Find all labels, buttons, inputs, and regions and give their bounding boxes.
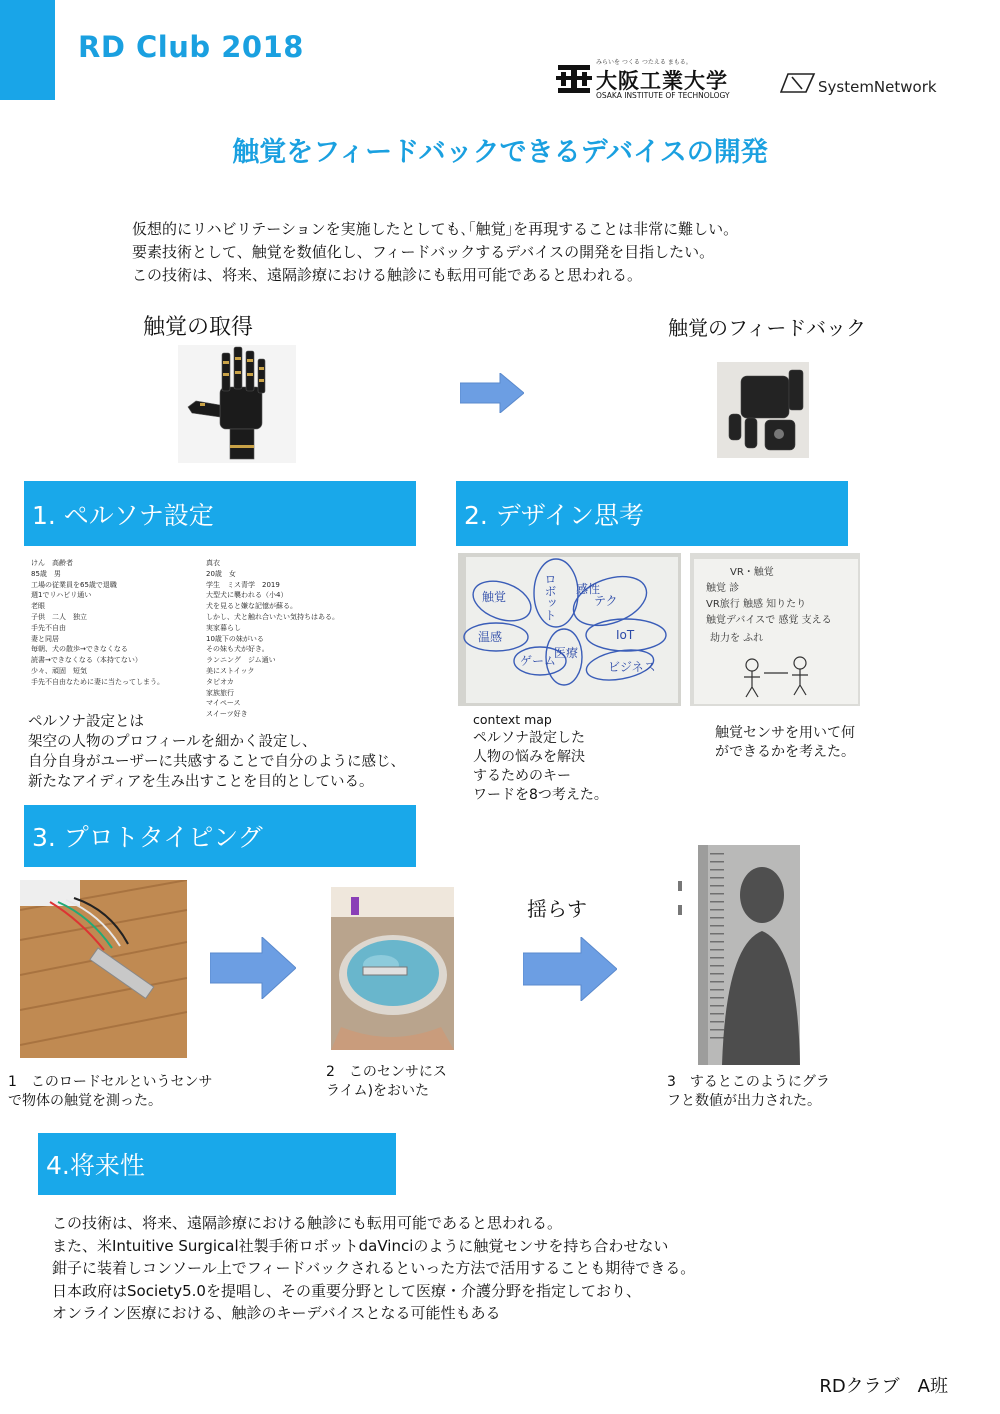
intro-line: 仮想的にリハビリテーションを実施したとしても､｢触覚｣を再現することは非常に難しい。 — [132, 220, 739, 238]
future-line: 鉗子に装着しコンソール上でフィードバックされるといった方法で活用することも期待できる。 — [52, 1259, 696, 1277]
persona-line: 実家暮らし — [206, 623, 241, 632]
future-line: また、米Intuitive Surgical社製手術ロボットdaVinciのように触覚センサを持ち合わせない — [52, 1236, 669, 1255]
whiteboard-petal-text: 触覚 — [482, 590, 507, 604]
whiteboard-petal-text: ビジネス — [608, 660, 656, 674]
whiteboard-petal-text: 感性 — [576, 582, 601, 596]
oit-tagline: みらいを つくる つたえる まもる。 — [596, 59, 692, 66]
persona-line: 工場の従業員を65歳で退職 — [31, 580, 117, 589]
caption-line: 1 このロードセルというセンサ — [8, 1074, 213, 1090]
accent-bar — [0, 0, 55, 100]
caption-line: 2 このセンサにス — [326, 1064, 447, 1080]
club-title: RD Club 2018 — [78, 30, 304, 64]
whiteboard-caption — [715, 724, 855, 762]
caption-line: 3 するとこのようにグラ — [667, 1074, 830, 1090]
caption-line: 触覚センサを用いて何 — [715, 725, 855, 741]
context-map-caption — [473, 729, 608, 805]
whiteboard-petal-text: ゲーム — [520, 654, 557, 668]
context-map-title: context map — [473, 712, 552, 727]
section3-heading: 3. プロトタイピング — [24, 805, 416, 867]
caption-line: 人物の悩みを解決 — [473, 749, 585, 765]
description-line: ペルソナ設定とは — [28, 714, 144, 730]
description-line: 新たなアイディアを生み出すことを目的としている。 — [28, 774, 374, 790]
caption-line: するためのキー — [473, 768, 571, 784]
whiteboard-photo — [690, 553, 860, 706]
section4-heading: 4.将来性 — [38, 1133, 396, 1195]
arrow-right-icon — [523, 937, 617, 1001]
future-line: オンライン医療における、触診のキーデバイスとなる可能性もある — [52, 1304, 501, 1322]
persona-line: 犬を見ると嫌な記憶が蘇る。 — [206, 602, 297, 611]
load-cell-photo — [20, 880, 187, 1058]
future-line: 日本政府はSociety5.0を提唱し、その重要分野として医療・介護分野を指定しており、 — [52, 1281, 641, 1300]
caption-line: ができるかを考えた。 — [715, 744, 855, 760]
persona-line: 子供 二人 独立 — [31, 612, 87, 621]
future-line: この技術は、将来、遠隔診療における触診にも転用可能であると思われる。 — [52, 1214, 563, 1232]
persona-line: 学生 ミス青学 2019 — [206, 580, 280, 589]
persona-line: 真衣 — [206, 559, 220, 567]
section2-heading: 2. デザイン思考 — [456, 481, 848, 546]
oit-logo — [556, 57, 746, 103]
step1-caption — [8, 1073, 213, 1111]
section1-heading: 1. ペルソナ設定 — [24, 481, 416, 546]
main-title: 触覚をフィードバックできるデバイスの開発 — [232, 137, 768, 168]
intro-line: この技術は、将来、遠隔診療における触診にも転用可能であると思われる。 — [132, 266, 643, 284]
persona-line: タピオカ — [206, 677, 234, 686]
persona-line: 手先不自由なために妻に当たってしまう。 — [31, 677, 164, 686]
step3-caption — [667, 1073, 830, 1111]
system-network-name: SystemNetwork — [818, 78, 937, 96]
persona-line: マイペース — [206, 699, 241, 708]
whiteboard-line: 触覚デバイスで 感覚 支える — [706, 615, 832, 626]
whiteboard-line: VR旅行 触感 知りたり — [706, 599, 807, 610]
caption-line: で物体の触覚を測った。 — [8, 1093, 162, 1109]
whiteboard-line: VR・触覚 — [730, 567, 774, 578]
whiteboard-center-text: ロボット — [543, 573, 557, 621]
arrow-right-icon — [460, 373, 524, 413]
robot-hand-photo — [178, 345, 296, 463]
persona-line: 毎朝、犬の散歩→できなくなる — [31, 645, 128, 654]
whiteboard-line: 触覚 診 — [706, 583, 740, 594]
context-map-photo — [458, 553, 681, 706]
persona-line: 週1でリハビリ通い — [31, 591, 92, 600]
persona-line: ランニング ジム通い — [206, 656, 276, 665]
persona-line: けん 高齢者 — [31, 559, 73, 567]
arrow-right-icon — [210, 937, 296, 999]
acquire-label: 触覚の取得 — [143, 315, 254, 340]
persona-line: 読書→できなくなる（本持てない） — [31, 656, 142, 665]
persona-line: 老眼 — [31, 602, 45, 611]
footer-credit: RDクラブ A班 — [819, 1376, 948, 1397]
caption-line: ペルソナ設定した — [473, 730, 585, 746]
whiteboard-line: 劫力を ふれ — [710, 633, 764, 644]
persona-line: 家族旅行 — [206, 688, 234, 697]
step2-caption — [326, 1063, 447, 1101]
persona-line: しかし、犬と触れ合いたい気持ちはある。 — [206, 612, 339, 621]
persona-line: 大型犬に襲われる（小4） — [206, 591, 288, 600]
system-network-logo — [780, 72, 950, 98]
caption-line: ワードを8つ考えた。 — [473, 787, 608, 803]
oit-name: 大阪工業大学 — [596, 69, 728, 93]
caption-line: フと数値が出力された。 — [667, 1093, 821, 1109]
feedback-label: 触覚のフィードバック — [668, 316, 866, 340]
intro-text — [132, 218, 738, 287]
persona-line: 85歳 男 — [31, 569, 61, 578]
oit-name-en: OSAKA INSTITUTE OF TECHNOLOGY — [596, 91, 730, 100]
persona-line: 少々、頑固 短気 — [31, 666, 87, 675]
persona-line: 妻と同居 — [31, 634, 59, 643]
slime-sensor-photo — [331, 887, 454, 1050]
system-network-logo-mark-icon — [780, 72, 816, 94]
persona-card-b — [206, 558, 339, 720]
persona-line: 手先不自由 — [31, 623, 66, 632]
whiteboard-petal-text: 医療 — [554, 646, 579, 660]
persona-line: 美にストイック — [206, 666, 255, 675]
persona-line: 20歳 女 — [206, 569, 236, 578]
haptic-glove-photo — [717, 362, 809, 458]
description-line: 自分自身がユーザーに共感することで自分のように感じ、 — [28, 754, 405, 770]
whiteboard-petal-text: IoT — [616, 628, 635, 642]
persona-line: スイーツ好き — [206, 710, 248, 719]
future-text — [52, 1212, 695, 1325]
shake-label: 揺らす — [527, 897, 587, 921]
persona-description — [28, 712, 405, 792]
caption-line: ライム)をおいた — [326, 1083, 430, 1099]
whiteboard-petal-text: テク — [594, 594, 618, 608]
persona-line: その妹も犬が好き。 — [206, 645, 269, 654]
graph-output-photo — [670, 845, 800, 1065]
persona-card-a — [31, 558, 164, 688]
intro-line: 要素技術として、触覚を数値化し、フィードバックするデバイスの開発を目指したい。 — [132, 243, 715, 261]
oit-logo-mark-icon — [556, 61, 592, 97]
description-line: 架空の人物のプロフィールを細かく設定し、 — [28, 734, 317, 750]
whiteboard-petal-text: 温感 — [478, 630, 503, 644]
persona-line: 10歳下の妹がいる — [206, 634, 264, 643]
